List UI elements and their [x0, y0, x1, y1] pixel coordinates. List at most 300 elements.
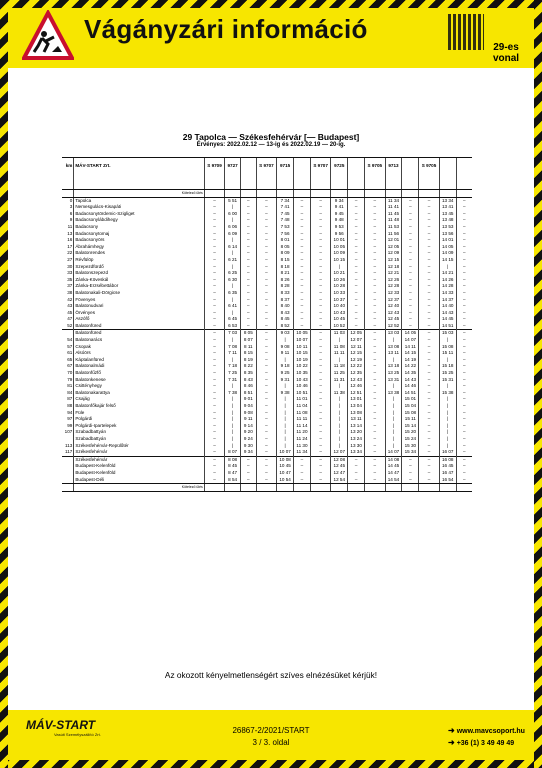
website-link[interactable]: [448, 726, 525, 735]
departure-time: –: [256, 270, 276, 277]
departure-time: 12 08: [331, 456, 348, 463]
departure-time: 9 56: [331, 231, 348, 238]
departure-time: |: [225, 410, 241, 417]
departure-time: –: [204, 449, 224, 456]
phone-text: +36 (1) 3 49 49 49: [456, 740, 515, 747]
station-km: [62, 456, 74, 463]
departure-time: –: [204, 403, 224, 410]
station-row: [62, 390, 472, 397]
departure-time: 14 45: [385, 463, 402, 470]
departure-time: –: [204, 303, 224, 310]
departure-time: –: [256, 443, 276, 450]
departure-time: –: [256, 477, 276, 484]
station-km: 88: [67, 403, 73, 408]
departure-time: –: [256, 244, 276, 251]
departure-time: –: [310, 277, 330, 284]
departure-time: –: [310, 463, 330, 470]
departure-time: –: [240, 270, 256, 277]
departure-time: |: [385, 416, 402, 423]
station-name: Szabadbattyán: [74, 429, 204, 436]
departure-time: –: [204, 463, 224, 470]
station-name: Káptalanfüred: [74, 357, 204, 364]
train-number-header: 9713: [385, 158, 402, 190]
departure-time: |: [225, 403, 241, 410]
departure-time: –: [365, 224, 385, 231]
departure-time: 7 31: [225, 377, 241, 384]
station-name: Polgárdi-Ipartelepek: [74, 423, 204, 430]
departure-time: –: [456, 403, 472, 410]
departure-time: 12 33: [385, 290, 402, 297]
station-km: 54: [67, 337, 73, 343]
departure-time: |: [225, 310, 241, 317]
departure-time: –: [365, 231, 385, 238]
line-word: vonal: [492, 53, 520, 64]
departure-time: –: [240, 237, 256, 244]
departure-time: –: [419, 257, 439, 264]
departure-time: –: [310, 396, 330, 403]
station-km: 99: [67, 422, 73, 428]
departure-time: –: [348, 277, 365, 284]
departure-time: –: [294, 470, 311, 477]
hazard-stripe-left: [0, 0, 8, 768]
departure-time: –: [456, 429, 472, 436]
departure-time: –: [310, 436, 330, 443]
departure-time: 8 18: [277, 264, 294, 271]
departure-time: 9 38: [277, 390, 294, 397]
departure-time: –: [402, 204, 419, 211]
departure-time: 14 51: [439, 323, 456, 330]
departure-time: 11 48: [385, 217, 402, 224]
departure-time: –: [240, 477, 256, 484]
departure-time: –: [240, 463, 256, 470]
departure-time: –: [256, 463, 276, 470]
station-km: 16: [67, 237, 73, 243]
station-row: [62, 211, 472, 218]
station-row: [62, 217, 472, 224]
departure-time: 12 07: [348, 337, 365, 344]
departure-time: 14 26: [439, 277, 456, 284]
departure-time: –: [310, 363, 330, 370]
departure-time: –: [240, 303, 256, 310]
station-row: [62, 449, 472, 456]
departure-time: 13 20: [348, 429, 365, 436]
departure-time: –: [456, 423, 472, 430]
departure-time: –: [240, 231, 256, 238]
departure-time: –: [310, 310, 330, 317]
departure-time: –: [294, 250, 311, 257]
station-name: Badacsonyörs: [74, 237, 204, 244]
station-row: [62, 423, 472, 430]
timetable-validity: Érvényes: 2022.02.12 — 13-ig és 2022.02.19 — 20-ig.: [196, 142, 346, 148]
departure-time: 14 43: [402, 377, 419, 384]
departure-time: 12 22: [348, 363, 365, 370]
departure-time: 6 06: [225, 224, 241, 231]
departure-time: 8 08: [225, 456, 241, 463]
departure-time: –: [456, 283, 472, 290]
station-km: 47: [67, 316, 73, 322]
station-row: [62, 237, 472, 244]
departure-time: 12 28: [385, 283, 402, 290]
departure-time: 15 08: [402, 410, 419, 417]
departure-time: –: [365, 370, 385, 377]
departure-time: |: [331, 264, 348, 271]
departure-time: –: [294, 231, 311, 238]
hazard-stripe-bottom: [0, 760, 542, 768]
departure-time: 5 51: [225, 197, 241, 204]
departure-time: 14 54: [385, 477, 402, 484]
departure-time: –: [456, 357, 472, 364]
departure-time: 10 22: [294, 363, 311, 370]
departure-time: –: [456, 290, 472, 297]
station-name: Székesfehérvár: [74, 456, 204, 463]
station-name: Balatonfüred: [74, 330, 204, 337]
station-km: 52: [67, 322, 73, 328]
station-name: Balatonrendes: [74, 250, 204, 257]
station-name: Balatonszepezd: [74, 270, 204, 277]
departure-time: –: [240, 244, 256, 251]
departure-time: –: [456, 316, 472, 323]
footnote-cell: [225, 484, 241, 492]
departure-time: 11 04: [294, 403, 311, 410]
departure-time: –: [402, 310, 419, 317]
departure-time: 10 35: [294, 370, 311, 377]
departure-time: –: [402, 303, 419, 310]
station-km: 57: [67, 343, 73, 349]
departure-time: –: [419, 344, 439, 351]
departure-time: |: [225, 297, 241, 304]
departure-time: –: [348, 456, 365, 463]
station-name: Balatonarács: [74, 337, 204, 344]
footnote-cell: [385, 190, 402, 198]
departure-time: –: [419, 396, 439, 403]
departure-time: 14 07: [402, 337, 419, 344]
station-km: 61: [67, 350, 73, 356]
departure-time: 12 35: [348, 370, 365, 377]
departure-time: 8 43: [277, 310, 294, 317]
departure-time: |: [385, 410, 402, 417]
footnote-cell: [419, 190, 439, 198]
departure-time: –: [310, 316, 330, 323]
station-name: Csajág: [74, 396, 204, 403]
footnote-km-cell: [62, 484, 74, 492]
departure-time: –: [365, 297, 385, 304]
departure-time: –: [204, 350, 224, 357]
departure-time: 8 45: [277, 316, 294, 323]
departure-time: –: [348, 204, 365, 211]
departure-time: |: [225, 436, 241, 443]
station-name: Balatonalmádi: [74, 363, 204, 370]
departure-time: 10 05: [294, 330, 311, 337]
page-title: Vágányzári információ: [84, 14, 368, 44]
departure-time: –: [294, 270, 311, 277]
departure-time: –: [204, 297, 224, 304]
departure-time: 16 45: [439, 463, 456, 470]
website-text: www.mavcsoport.hu: [456, 728, 525, 735]
departure-time: 7 11: [225, 350, 241, 357]
departure-time: –: [204, 429, 224, 436]
station-name: Budapest-Kelenföld: [74, 470, 204, 477]
station-km: 9: [69, 217, 73, 223]
departure-time: |: [439, 337, 456, 344]
departure-time: –: [294, 456, 311, 463]
departure-time: –: [256, 330, 276, 337]
departure-time: 11 18: [331, 363, 348, 370]
departure-time: –: [365, 470, 385, 477]
departure-time: 10 15: [294, 350, 311, 357]
departure-time: –: [365, 290, 385, 297]
departure-time: –: [419, 204, 439, 211]
departure-time: 10 08: [277, 456, 294, 463]
departure-time: 12 51: [348, 390, 365, 397]
departure-time: –: [310, 231, 330, 238]
departure-time: –: [456, 257, 472, 264]
departure-time: –: [348, 323, 365, 330]
departure-time: –: [365, 449, 385, 456]
departure-time: |: [277, 410, 294, 417]
train-number-header: 9715: [277, 158, 294, 190]
departure-time: 10 21: [331, 270, 348, 277]
departure-time: –: [365, 383, 385, 390]
departure-time: 14 37: [439, 297, 456, 304]
departure-time: 14 43: [439, 310, 456, 317]
footnote-row-bottom: [62, 484, 472, 492]
departure-time: –: [256, 429, 276, 436]
departure-time: –: [204, 370, 224, 377]
station-row: [62, 429, 472, 436]
station-name: Révfülöp: [74, 257, 204, 264]
departure-time: 14 45: [439, 316, 456, 323]
departure-time: –: [419, 316, 439, 323]
departure-time: –: [294, 204, 311, 211]
departure-time: 16 08: [439, 456, 456, 463]
departure-time: –: [456, 231, 472, 238]
departure-time: |: [277, 436, 294, 443]
departure-time: –: [419, 429, 439, 436]
departure-time: 15 31: [439, 377, 456, 384]
departure-time: |: [331, 357, 348, 364]
departure-time: –: [310, 270, 330, 277]
departure-time: –: [365, 303, 385, 310]
departure-time: –: [256, 377, 276, 384]
departure-time: –: [456, 297, 472, 304]
station-km: 84: [67, 389, 73, 395]
station-km: 87: [67, 396, 73, 402]
departure-time: –: [256, 197, 276, 204]
train-number-header: [240, 158, 256, 190]
timetable-table: [62, 157, 472, 492]
station-row: [62, 231, 472, 238]
timetable-header-row: [62, 158, 472, 190]
departure-time: 10 07: [294, 337, 311, 344]
departure-time: 15 11: [439, 350, 456, 357]
station-name: Örvényes: [74, 310, 204, 317]
departure-time: –: [419, 383, 439, 390]
departure-time: –: [204, 477, 224, 484]
station-row: [62, 310, 472, 317]
departure-time: –: [402, 231, 419, 238]
departure-time: –: [204, 231, 224, 238]
footnote-cell: [365, 190, 385, 198]
departure-time: –: [365, 250, 385, 257]
station-km: 43: [67, 303, 73, 309]
departure-time: –: [204, 390, 224, 397]
departure-time: 8 54: [225, 477, 241, 484]
departure-time: –: [240, 470, 256, 477]
departure-time: –: [204, 316, 224, 323]
departure-time: 14 05: [402, 330, 419, 337]
departure-time: –: [256, 344, 276, 351]
departure-time: –: [348, 470, 365, 477]
departure-time: –: [456, 250, 472, 257]
departure-time: |: [225, 423, 241, 430]
departure-time: –: [310, 410, 330, 417]
station-row: [62, 330, 472, 337]
departure-time: –: [456, 383, 472, 390]
departure-time: –: [256, 257, 276, 264]
departure-time: –: [456, 449, 472, 456]
departure-time: –: [310, 429, 330, 436]
departure-time: 12 21: [385, 270, 402, 277]
departure-time: –: [310, 217, 330, 224]
station-km: 37: [67, 283, 73, 289]
departure-time: –: [204, 290, 224, 297]
station-km: 67: [67, 363, 73, 369]
departure-time: –: [365, 456, 385, 463]
departure-time: –: [256, 310, 276, 317]
departure-time: –: [240, 323, 256, 330]
qr-code[interactable]: [448, 14, 484, 50]
departure-time: |: [225, 396, 241, 403]
departure-time: –: [256, 277, 276, 284]
departure-time: –: [240, 310, 256, 317]
mav-start-logo: MÁV-START: [26, 718, 96, 732]
departure-time: –: [456, 344, 472, 351]
departure-time: 15 11: [402, 416, 419, 423]
departure-time: 9 11: [277, 350, 294, 357]
departure-time: –: [348, 244, 365, 251]
departure-time: 9 01: [240, 396, 256, 403]
departure-time: |: [331, 429, 348, 436]
departure-time: 13 53: [439, 224, 456, 231]
departure-time: –: [310, 383, 330, 390]
departure-time: –: [294, 211, 311, 218]
departure-time: –: [419, 463, 439, 470]
departure-time: –: [365, 357, 385, 364]
station-name: Balatonakarattya: [74, 390, 204, 397]
departure-time: –: [419, 377, 439, 384]
departure-time: 10 11: [294, 344, 311, 351]
departure-time: –: [419, 231, 439, 238]
departure-time: 8 47: [225, 470, 241, 477]
departure-time: –: [294, 310, 311, 317]
departure-time: –: [419, 250, 439, 257]
departure-time: –: [240, 456, 256, 463]
station-name: Zánka-Köveskál: [74, 277, 204, 284]
departure-time: –: [294, 477, 311, 484]
departure-time: 6 30: [225, 277, 241, 284]
station-row: [62, 337, 472, 344]
departure-time: 12 45: [385, 316, 402, 323]
departure-time: –: [204, 197, 224, 204]
departure-time: 15 24: [402, 436, 419, 443]
departure-time: |: [439, 436, 456, 443]
departure-time: 8 40: [277, 303, 294, 310]
departure-time: 11 11: [294, 416, 311, 423]
departure-time: –: [419, 449, 439, 456]
departure-time: –: [419, 303, 439, 310]
departure-time: |: [277, 429, 294, 436]
departure-time: –: [310, 337, 330, 344]
departure-time: –: [419, 443, 439, 450]
departure-time: 11 45: [385, 211, 402, 218]
departure-time: –: [240, 217, 256, 224]
departure-time: 14 28: [439, 283, 456, 290]
station-name: Badacsonylábdihegy: [74, 217, 204, 224]
departure-time: 8 15: [277, 257, 294, 264]
departure-time: 14 35: [402, 370, 419, 377]
departure-time: –: [310, 323, 330, 330]
departure-time: –: [419, 297, 439, 304]
departure-time: –: [256, 456, 276, 463]
departure-time: 12 43: [385, 310, 402, 317]
phone-number[interactable]: [448, 738, 514, 747]
departure-time: –: [204, 204, 224, 211]
departure-time: –: [256, 396, 276, 403]
footer-banner: [8, 710, 534, 760]
station-row: [62, 410, 472, 417]
departure-time: –: [310, 204, 330, 211]
departure-time: –: [256, 237, 276, 244]
departure-time: –: [310, 477, 330, 484]
departure-time: –: [365, 264, 385, 271]
departure-time: –: [456, 237, 472, 244]
departure-time: 10 05: [331, 244, 348, 251]
departure-time: 10 46: [294, 383, 311, 390]
departure-time: –: [310, 377, 330, 384]
footnote-cell: [277, 484, 294, 492]
departure-time: –: [310, 357, 330, 364]
departure-time: –: [365, 403, 385, 410]
footnote-cell: [348, 190, 365, 198]
station-name: Budapest-Kelenföld: [74, 463, 204, 470]
departure-time: –: [419, 363, 439, 370]
footnote-cell: [310, 484, 330, 492]
station-row: [62, 316, 472, 323]
departure-time: 11 03: [331, 330, 348, 337]
station-name: Csopak: [74, 344, 204, 351]
departure-time: –: [256, 436, 276, 443]
station-row: [62, 377, 472, 384]
departure-time: –: [456, 443, 472, 450]
departure-time: –: [294, 217, 311, 224]
departure-time: –: [419, 390, 439, 397]
page-number: 3 / 3. oldal: [252, 738, 290, 747]
departure-time: –: [204, 270, 224, 277]
train-number-header: 9727: [225, 158, 241, 190]
station-name: Aszófő: [74, 316, 204, 323]
departure-time: 12 19: [348, 357, 365, 364]
station-km: 107: [64, 429, 73, 435]
departure-time: –: [365, 477, 385, 484]
departure-time: |: [385, 383, 402, 390]
departure-time: 12 15: [385, 257, 402, 264]
station-row: [62, 396, 472, 403]
departure-time: –: [256, 264, 276, 271]
station-row: [62, 383, 472, 390]
station-name: Zánka-Erzsébettábor: [74, 283, 204, 290]
station-km: 65: [67, 356, 73, 362]
departure-time: –: [240, 250, 256, 257]
